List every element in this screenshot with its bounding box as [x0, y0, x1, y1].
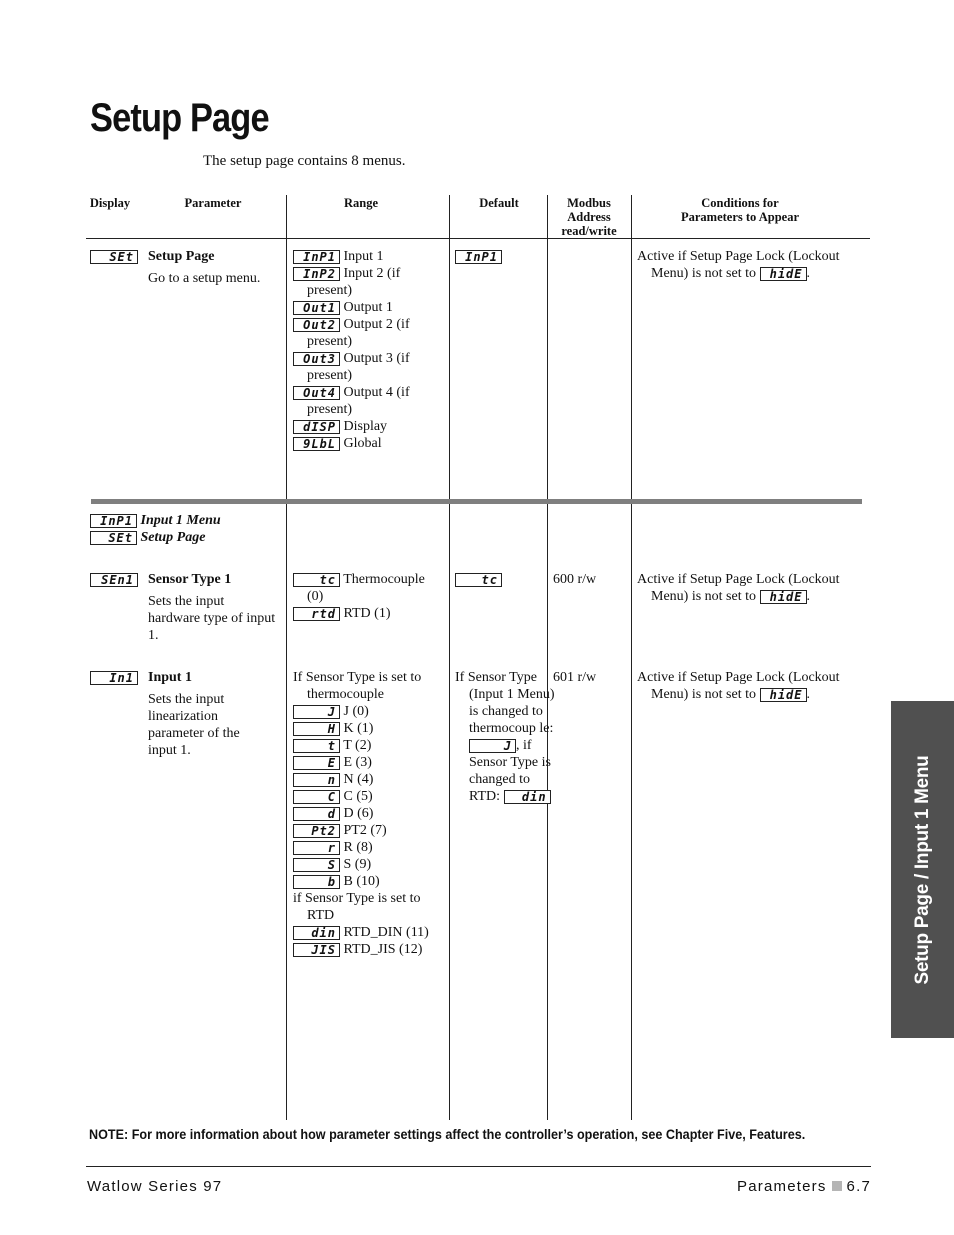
- range-item: [293, 571, 443, 605]
- header-conditions-line1: Conditions for: [701, 196, 779, 210]
- range-label: Input 2 (if present): [307, 266, 401, 298]
- range-label: RTD_JIS (12): [343, 942, 423, 957]
- range-item: [293, 703, 447, 720]
- parameter-description: Sets the input linearization parameter of the input 1.: [148, 692, 240, 758]
- footer-left: Watlow Series 97: [87, 1178, 223, 1195]
- range-label: T (2): [343, 738, 372, 753]
- lcd-code: b: [293, 875, 340, 889]
- menu-name: Input 1 Menu: [140, 513, 221, 528]
- parameter-name: Input 1: [148, 670, 192, 685]
- lcd-code: S: [293, 858, 340, 872]
- menu-name: Setup Page: [140, 530, 206, 545]
- lcd-code: J: [469, 739, 516, 753]
- sensor-default: [455, 571, 502, 588]
- lcd-code: J: [293, 705, 340, 719]
- range-item: [293, 299, 447, 316]
- range-item: [293, 873, 447, 890]
- lcd-code: din: [504, 790, 551, 804]
- condition-end: .: [806, 266, 810, 281]
- lcd-code: n: [293, 773, 340, 787]
- footer-rule: [86, 1166, 871, 1167]
- range-label: RTD_DIN (11): [343, 925, 429, 940]
- condition-text: Active if Setup Page Lock (Lockout Menu) is not set to: [637, 572, 840, 604]
- side-tab-label: Setup Page / Input 1 Menu: [911, 755, 933, 984]
- range-item: [293, 856, 447, 873]
- setup-display-code: [90, 248, 138, 265]
- lcd-code: tc: [293, 573, 340, 587]
- menu-heading-line: [90, 512, 221, 529]
- header-rule: [86, 238, 870, 239]
- input1-modbus: 601 r/w: [553, 670, 597, 685]
- range-label: N (4): [343, 772, 374, 787]
- sensor-range-list: [293, 571, 443, 622]
- column-divider: [631, 195, 632, 1120]
- default-text: , if Sensor Type is changed to RTD:: [469, 738, 551, 804]
- lcd-code: hidE: [760, 688, 807, 702]
- range-label: B (10): [343, 874, 380, 889]
- lcd-code: Out3: [293, 352, 340, 366]
- range-item: [293, 788, 447, 805]
- lcd-code: 9LbL: [293, 437, 340, 451]
- lcd-code: H: [293, 722, 340, 736]
- condition-text: Active if Setup Page Lock (Lockout Menu) is not set to: [637, 249, 840, 281]
- menu-heading-line: [90, 529, 221, 546]
- square-bullet-icon: [832, 1181, 842, 1191]
- lcd-code: Pt2: [293, 824, 340, 838]
- range-item: [293, 418, 447, 435]
- sensor-modbus: 600 r/w: [553, 572, 597, 587]
- header-conditions: [640, 196, 840, 224]
- lcd-code: r: [293, 841, 340, 855]
- lcd-code: SEt: [90, 250, 138, 264]
- range-label: Global: [343, 436, 382, 451]
- page-title: Setup Page: [90, 96, 269, 140]
- page-number: 6.7: [846, 1178, 871, 1195]
- setup-conditions: [637, 248, 873, 282]
- lcd-code: SEt: [90, 531, 137, 545]
- header-default: Default: [479, 196, 519, 210]
- condition-end: .: [806, 687, 810, 702]
- section-divider-bar: [91, 499, 862, 504]
- lcd-code: hidE: [760, 267, 807, 281]
- header-modbus-line1: Modbus: [567, 196, 611, 210]
- lcd-code: E: [293, 756, 340, 770]
- range-item: [293, 248, 447, 265]
- sensor-display-code: [90, 571, 138, 588]
- range-intro: If Sensor Type is set to thermocouple: [293, 670, 422, 702]
- lcd-code: Out2: [293, 318, 340, 332]
- parameter-name: Sensor Type 1: [148, 572, 232, 587]
- footer-right: [737, 1178, 871, 1195]
- range-item: [293, 435, 447, 452]
- input1-display-code: [90, 669, 138, 686]
- lcd-code: tc: [455, 573, 502, 587]
- header-conditions-line2: Parameters to Appear: [680, 210, 800, 224]
- lcd-code: dISP: [293, 420, 340, 434]
- setup-parameter: [148, 248, 283, 287]
- input1-parameter: [148, 669, 270, 759]
- range-label: Thermocouple (0): [307, 572, 425, 604]
- lcd-code: InP1: [293, 250, 340, 264]
- input1-conditions: [637, 669, 873, 703]
- input1-menu-heading: [90, 512, 221, 546]
- header-modbus: [548, 196, 630, 238]
- lcd-code: InP2: [293, 267, 340, 281]
- parameter-description: Go to a setup menu.: [148, 271, 261, 286]
- range-item: [293, 384, 447, 418]
- parameter-name: Setup Page: [148, 249, 215, 264]
- header-parameter: Parameter: [184, 196, 242, 210]
- range-label: Display: [343, 419, 388, 434]
- range-label: C (5): [343, 789, 373, 804]
- range-label: Input 1: [343, 249, 384, 264]
- range-item: [293, 720, 447, 737]
- range-label: R (8): [343, 840, 373, 855]
- lcd-code: Out1: [293, 301, 340, 315]
- column-divider: [286, 195, 287, 1120]
- range-item: [293, 805, 447, 822]
- lcd-code: Out4: [293, 386, 340, 400]
- footnote: NOTE: For more information about how parameter settings affect the controller’s operation, see Chapter Five, Features.: [89, 1126, 806, 1142]
- column-divider: [449, 195, 450, 1120]
- range-item: [293, 941, 447, 958]
- lcd-code: JIS: [293, 943, 340, 957]
- range-item: [293, 316, 447, 350]
- lcd-code: hidE: [760, 590, 807, 604]
- default-text: If Sensor Type (Input 1 Menu) is changed to thermocoup le:: [455, 670, 555, 736]
- range-label: J (0): [343, 704, 369, 719]
- range-label: D (6): [343, 806, 374, 821]
- input1-default: [455, 669, 561, 805]
- column-divider: [547, 195, 548, 1120]
- lcd-code: C: [293, 790, 340, 804]
- range-label: E (3): [343, 755, 372, 770]
- setup-default: [455, 248, 502, 265]
- range-label: Output 1: [343, 300, 393, 315]
- setup-range-list: [293, 248, 447, 452]
- header-range: Range: [343, 196, 379, 210]
- side-section-tab: [891, 701, 954, 1038]
- lcd-code: din: [293, 926, 340, 940]
- range-intro: if Sensor Type is set to RTD: [293, 891, 421, 923]
- range-item: [293, 754, 447, 771]
- range-item: [293, 839, 447, 856]
- range-label: K (1): [343, 721, 374, 736]
- header-modbus-line3: read/write: [561, 224, 617, 238]
- range-item: [293, 924, 447, 941]
- condition-end: .: [806, 589, 810, 604]
- range-item: [293, 265, 447, 299]
- condition-text: Active if Setup Page Lock (Lockout Menu) is not set to: [637, 670, 840, 702]
- input1-range-list: [293, 669, 447, 958]
- lcd-code: rtd: [293, 607, 340, 621]
- lcd-code: d: [293, 807, 340, 821]
- range-label: Output 3 (if present): [307, 351, 410, 383]
- header-display: Display: [89, 196, 131, 210]
- lcd-code: InP1: [90, 514, 137, 528]
- range-item: [293, 737, 447, 754]
- intro-text: The setup page contains 8 menus.: [203, 153, 406, 169]
- lcd-code: In1: [90, 671, 138, 685]
- range-item: [293, 350, 447, 384]
- sensor-parameter: [148, 571, 278, 644]
- range-label: RTD (1): [343, 606, 391, 621]
- range-label: S (9): [343, 857, 372, 872]
- lcd-code: t: [293, 739, 340, 753]
- parameter-description: Sets the input hardware type of input 1.: [148, 594, 276, 643]
- range-item: [293, 771, 447, 788]
- range-label: Output 2 (if present): [307, 317, 410, 349]
- range-label: Output 4 (if present): [307, 385, 410, 417]
- lcd-code: InP1: [455, 250, 502, 264]
- sensor-conditions: [637, 571, 873, 605]
- range-label: PT2 (7): [343, 823, 387, 838]
- header-modbus-line2: Address: [567, 210, 611, 224]
- footer-section: Parameters: [737, 1178, 827, 1195]
- range-item: [293, 822, 447, 839]
- range-item: [293, 605, 443, 622]
- lcd-code: SEn1: [90, 573, 138, 587]
